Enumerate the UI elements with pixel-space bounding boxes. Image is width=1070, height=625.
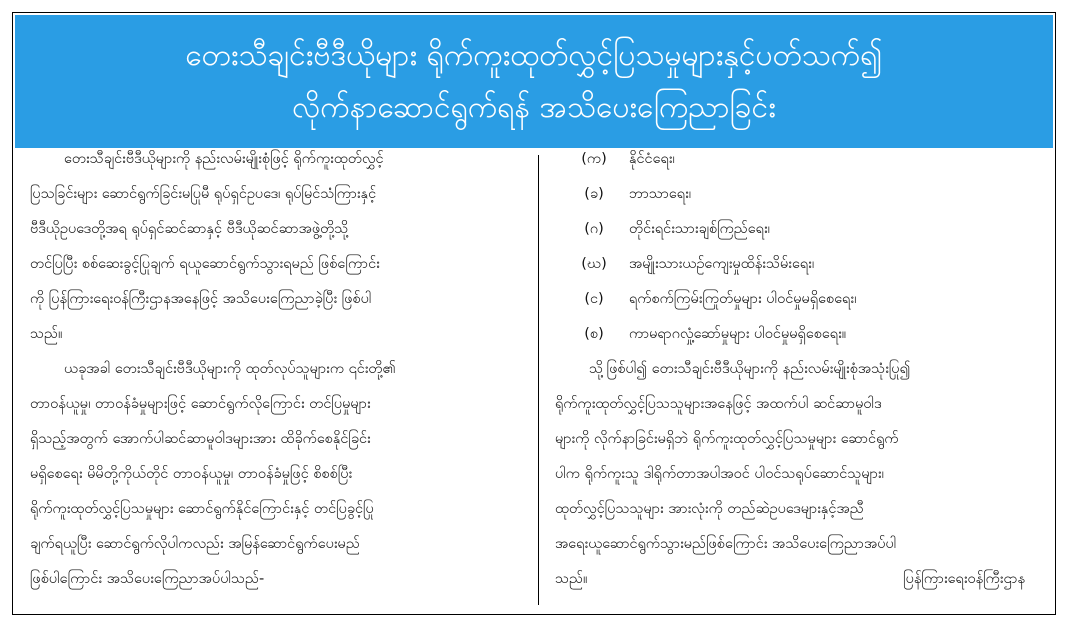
column-divider [538,155,539,605]
paragraph-line: သို့ဖြစ်ပါ၍ တေးသီချင်းဗီဒီယိုများကို နည်းလမ်းမျိုးစုံအသုံးပြု၍ [589,361,911,377]
paragraph-line: ပြသခြင်းများ ဆောင်ရွက်ခြင်းမပြုမီ ရုပ်ရှင်ဥပဒေ၊ ရုပ်မြင်သံကြားနှင့် [30,186,377,202]
paragraph-line: သည်။ [555,571,588,587]
paragraph-line: တင်ပြပြီး စစ်ဆေးခွင့်ပြုချက် ရယူဆောင်ရွက်သွားရမည် ဖြစ်ကြောင်း [30,256,380,272]
paragraph-line: ချက်ရယူပြီး ဆောင်ရွက်လိုပါကလည်း အမြန်ဆောင်ရွက်ပေးမည် [30,536,360,552]
right-column [555,142,1025,619]
paragraph-line: တေးသီချင်းဗီဒီယိုများကို နည်းလမ်းမျိုးစုံဖြင့် ရိုက်ကူးထုတ်လွှင့် [64,151,384,167]
list-marker: (စ) [584,326,604,342]
paragraph-line: ရှိသည့်အတွက် အောက်ပါဆင်ဆာမူဝါဒများအား ထိခိုက်စေနိုင်ခြင်း [30,431,371,447]
closing-row [555,562,1025,597]
list-item [555,177,1025,212]
list-marker: (က) [581,151,607,167]
paragraph-line: အရေးယူဆောင်ရွက်သွားမည်ဖြစ်ကြောင်း အသိပေးကြေညာအပ်ပါ [555,536,897,552]
list-marker: (ဃ) [581,256,607,272]
list-text: ရက်စက်ကြမ်းကြုတ်မှုများ ပါဝင်မှုမရှိစေရေး၊ [629,291,857,307]
list-marker: (ဂ) [584,221,604,237]
paragraph-line: တာဝန်ယူမှု၊ တာဝန်ခံမှုများဖြင့် ဆောင်ရွက်လိုကြောင်း တင်ပြမှုများ [30,396,371,412]
paragraph-line: ဗီဒီယိုဥပဒေတို့အရ ရုပ်ရှင်ဆင်ဆာနှင့် ဗီဒီယိုဆင်ဆာအဖွဲ့တို့သို့ [30,221,349,237]
paragraph-line: ရိုက်ကူးထုတ်လွှင့်ပြသမှုများ ဆောင်ရွက်နိုင်ကြောင်းနှင့် တင်ပြခွင့်ပြု [30,501,374,517]
paragraph-line: မရှိစေရေး မိမိတို့ကိုယ်တိုင် တာဝန်ယူမှု၊ တာဝန်ခံမှုဖြင့် စိစစ်ပြီး [30,466,353,482]
announcement-header [15,15,1053,148]
list-item [555,142,1025,177]
list-text: ကာမရာဂလှုံ့ဆော်မှုများ ပါဝင်မှုမရှိစေရေး။ [629,326,847,342]
paragraph-line: ထုတ်လွှင့်ပြသသူများ အားလုံးကို တည်ဆဲဥပဒေများနှင့်အညီ [555,501,864,517]
list-item [555,317,1025,352]
list-marker: (င) [584,291,604,307]
title-line-1: တေးသီချင်းဗီဒီယိုများ ရိုက်ကူးထုတ်လွှင့်ပြသမှုများနှင့်ပတ်သက်၍ [185,37,883,73]
paragraph-line: ယခုအခါ တေးသီချင်းဗီဒီယိုများကို ထုတ်လုပ်သူများက ၎င်းတို့၏ [64,361,396,377]
title-line-2: လိုက်နာဆောင်ရွက်ရန် အသိပေးကြေညာခြင်း [292,89,776,125]
list-text: တိုင်းရင်းသားချစ်ကြည်ရေး၊ [629,221,770,237]
paragraph-line: ကို ပြန်ကြားရေးဝန်ကြီးဌာနအနေဖြင့် အသိပေးကြေညာခဲ့ပြီး ဖြစ်ပါ [30,291,372,307]
list-text: ဘာသာရေး၊ [629,186,692,202]
list-item [555,212,1025,247]
paragraph-line: သည်။ [30,326,63,342]
list-marker: (ခ) [584,186,604,202]
paragraph-line: များကို လိုက်နာခြင်းမရှိဘဲ ရိုက်ကူးထုတ်လွှင့်ပြသမှုများ ဆောင်ရွက် [555,431,899,447]
issuer-signature: ပြန်ကြားရေးဝန်ကြီးဌာန [903,571,1025,587]
list-item [555,247,1025,282]
paragraph-line: ရိုက်ကူးထုတ်လွှင့်ပြသသူများအနေဖြင့် အထက်ပါ ဆင်ဆာမူဝါဒ [555,396,882,412]
paragraph-line: ဖြစ်ပါကြောင်း အသိပေးကြေညာအပ်ပါသည်- [30,571,265,587]
list-text: နိုင်ငံရေး၊ [629,151,675,167]
left-column [30,142,520,619]
paragraph-line: ပါက ရိုက်ကူးသူ ဒါရိုက်တာအပါအဝင် ပါဝင်သရုပ်ဆောင်သူများ၊ [555,466,884,482]
list-text: အမျိုးသားယဉ်ကျေးမှုထိန်းသိမ်းရေး၊ [629,256,815,272]
list-item [555,282,1025,317]
